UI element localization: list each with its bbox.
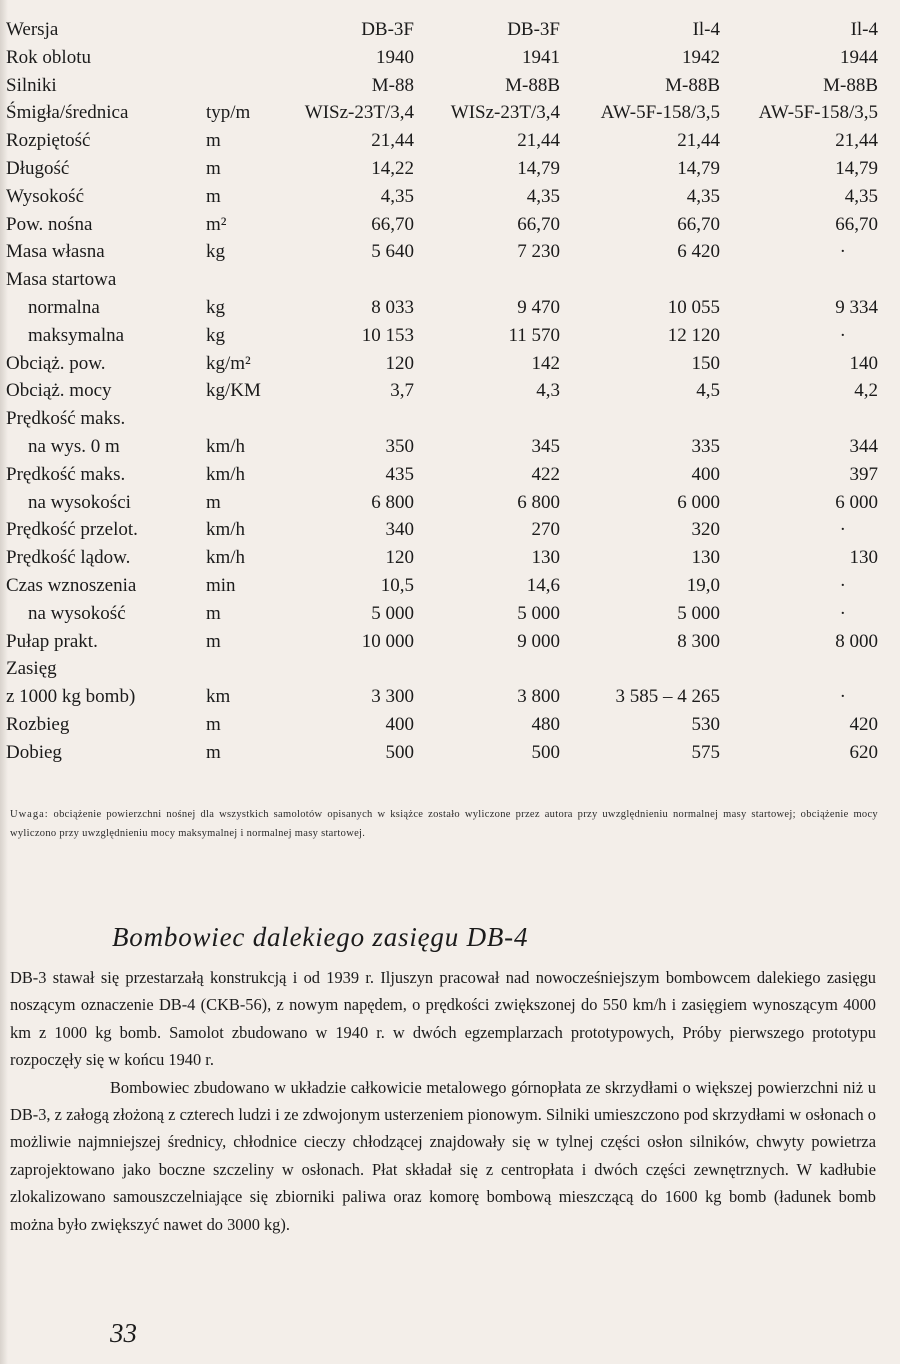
- spec-value-1: 350: [385, 435, 414, 457]
- spec-value-3: 6 000: [677, 491, 720, 513]
- spec-value-2: 270: [531, 519, 560, 541]
- spec-value-1: 4,35: [380, 185, 414, 207]
- spec-value-2: 345: [531, 435, 560, 457]
- spec-label: na wys. 0 m: [28, 435, 120, 457]
- spec-value-3: 5 000: [677, 602, 720, 624]
- spec-unit: km: [206, 686, 231, 708]
- spec-value-1: 10 153: [361, 324, 414, 346]
- spec-value-1: 14,22: [371, 157, 414, 179]
- spec-value-2: 3 800: [517, 686, 560, 708]
- spec-label: Pow. nośna: [6, 213, 93, 235]
- spec-unit: m: [206, 185, 221, 207]
- spec-value-2: 7 230: [517, 241, 560, 263]
- spec-value-4: [724, 405, 882, 433]
- spec-value-4: 420: [849, 713, 878, 735]
- spec-row: [6, 72, 882, 100]
- spec-value-4: ·: [839, 324, 846, 346]
- spec-label: Śmigła/średnica: [6, 102, 129, 124]
- spec-value-3: 8 300: [677, 630, 720, 652]
- spec-unit: km/h: [206, 547, 246, 569]
- table-footnote: [10, 805, 878, 843]
- spec-label: z 1000 kg bomb): [6, 686, 136, 708]
- spec-row: [6, 655, 882, 683]
- spec-unit: [206, 405, 280, 433]
- spec-value-1: 10,5: [380, 574, 414, 596]
- spec-value-2: 14,6: [526, 574, 560, 596]
- spec-value-4: 21,44: [835, 130, 878, 152]
- spec-unit: kg: [206, 241, 225, 263]
- spec-row: [6, 377, 882, 405]
- spec-unit: km/h: [206, 519, 246, 541]
- spec-table: [6, 16, 882, 767]
- spec-value-2: 6 800: [517, 491, 560, 513]
- spec-value-1: 66,70: [371, 213, 414, 235]
- spec-row: [6, 155, 882, 183]
- spec-row: [6, 294, 882, 322]
- version-2: DB-3F: [507, 19, 560, 40]
- spec-unit: kg: [206, 324, 225, 346]
- spec-label: Wysokość: [6, 185, 85, 207]
- spec-value-2: [418, 405, 564, 433]
- spec-value-4: ·: [839, 519, 846, 541]
- spec-value-3: 130: [691, 547, 720, 569]
- spec-value-4: 1944: [840, 46, 878, 68]
- spec-unit: m: [206, 602, 221, 624]
- spec-row: [6, 238, 882, 266]
- spec-value-1: 21,44: [371, 130, 414, 152]
- spec-value-4: 397: [849, 463, 878, 485]
- spec-label: Długość: [6, 157, 70, 179]
- spec-value-1: 120: [385, 547, 414, 569]
- spec-value-4: 9 334: [835, 296, 878, 318]
- spec-label: maksymalna: [28, 324, 125, 346]
- footnote-text: obciążenie powierzchni nośnej dla wszystkich samolotów opisanych w książce zostało wyliczone przez autora przy uwzględnieniu normalnej masy startowej; obciążenie mocy wyliczono przy uwzględnieniu mocy maksymalnej i normalnej masy startowej.: [10, 809, 878, 839]
- spec-row: [6, 350, 882, 378]
- spec-unit: [206, 72, 280, 100]
- spec-unit: m²: [206, 213, 227, 235]
- spec-unit: km/h: [206, 435, 246, 457]
- spec-label: na wysokości: [28, 491, 131, 513]
- spec-label: Obciąż. pow.: [6, 352, 106, 374]
- spec-value-4: 14,79: [835, 157, 878, 179]
- spec-value-1: 5 640: [371, 241, 414, 263]
- spec-table-body: [6, 16, 882, 767]
- version-1: DB-3F: [361, 19, 414, 40]
- spec-value-3: 19,0: [686, 574, 720, 596]
- spec-value-1: [280, 655, 418, 683]
- spec-row: [6, 433, 882, 461]
- spec-row: [6, 44, 882, 72]
- spec-value-2: 4,35: [526, 185, 560, 207]
- spec-unit: [206, 655, 280, 683]
- spec-row: [6, 183, 882, 211]
- spec-value-1: WISz-23T/3,4: [304, 102, 414, 124]
- spec-unit: m: [206, 491, 221, 513]
- spec-value-2: 21,44: [517, 130, 560, 152]
- spec-label: Prędkość lądow.: [6, 547, 131, 569]
- spec-value-1: 3 300: [371, 686, 414, 708]
- spec-value-4: 4,2: [854, 380, 878, 402]
- spec-value-3: 320: [691, 519, 720, 541]
- spec-value-3: 12 120: [667, 324, 720, 346]
- spec-label: Prędkość przelot.: [6, 519, 138, 541]
- spec-value-4: 8 000: [835, 630, 878, 652]
- spec-value-4: ·: [839, 602, 846, 624]
- spec-value-2: 480: [531, 713, 560, 735]
- spec-value-2: 9 000: [517, 630, 560, 652]
- spec-label: Masa własna: [6, 241, 105, 263]
- spec-unit: km/h: [206, 463, 246, 485]
- spec-value-3: 21,44: [677, 130, 720, 152]
- spec-row: [6, 600, 882, 628]
- spec-label: Rok oblotu: [6, 46, 91, 68]
- spec-value-1: 3,7: [390, 380, 414, 402]
- spec-value-1: [280, 266, 418, 294]
- spec-value-1: 435: [385, 463, 414, 485]
- spec-value-3: 14,79: [677, 157, 720, 179]
- spec-value-2: [418, 266, 564, 294]
- version-4: Il-4: [850, 19, 878, 40]
- spec-value-4: [724, 266, 882, 294]
- spec-row: [6, 322, 882, 350]
- spec-row: [6, 544, 882, 572]
- spec-unit: m: [206, 713, 221, 735]
- spec-label: Pułap prakt.: [6, 630, 98, 652]
- spec-label: Rozpiętość: [6, 130, 91, 152]
- spec-row: [6, 127, 882, 155]
- spec-row: [6, 516, 882, 544]
- spec-row: [6, 683, 882, 711]
- spec-label: na wysokość: [28, 602, 126, 624]
- spec-value-2: 422: [531, 463, 560, 485]
- spec-label: Prędkość maks.: [6, 463, 126, 485]
- spec-label: normalna: [28, 296, 100, 318]
- spec-value-3: M-88B: [665, 74, 720, 96]
- spec-value-1: 340: [385, 519, 414, 541]
- spec-value-2: [418, 655, 564, 683]
- spec-value-4: AW-5F-158/3,5: [758, 102, 878, 124]
- spec-header-row: [6, 16, 882, 44]
- spec-value-2: 5 000: [517, 602, 560, 624]
- spec-value-2: 9 470: [517, 296, 560, 318]
- spec-value-2: 4,3: [536, 380, 560, 402]
- spec-value-3: 150: [691, 352, 720, 374]
- spec-value-1: 1940: [376, 46, 414, 68]
- spec-value-3: 1942: [682, 46, 720, 68]
- spec-value-4: 344: [849, 435, 878, 457]
- spec-value-1: 10 000: [361, 630, 414, 652]
- spec-value-1: 400: [385, 713, 414, 735]
- spec-value-2: 11 570: [508, 324, 560, 346]
- spec-value-1: 8 033: [371, 296, 414, 318]
- spec-row: [6, 405, 882, 433]
- spec-row: [6, 266, 882, 294]
- spec-unit: typ/m: [206, 102, 251, 124]
- spec-value-4: 66,70: [835, 213, 878, 235]
- footnote-lead: Uwaga:: [10, 809, 49, 820]
- spec-value-2: M-88B: [505, 74, 560, 96]
- paragraph-2: Bombowiec zbudowano w układzie całkowicie metalowego górnopłata ze skrzydłami o większej powierzchni niż u DB-3, z załogą złożoną z czterech ludzi i ze zdwojonym usterzeniem pionowym. Silniki umieszczono pod skrzydłami w osłonach o możliwie najmniejszej średnicy, chłodnice cieczy chłodzącej znajdowały się w tylnej części osłon silników, chwyty powietrza zaprojektowano jako boczne szczeliny w osłonach. Płat składał się z centropłata i dwóch części zewnętrznych. W kadłubie zlokalizowano samouszczelniające się zbiorniki paliwa oraz komorę bombową mieszczącą do 1600 kg bomb (ładunek bomb można było zwiększyć nawet do 3000 kg).: [10, 1077, 876, 1234]
- spec-label: Masa startowa: [6, 269, 117, 291]
- spec-value-3: 4,5: [696, 380, 720, 402]
- spec-label: Prędkość maks.: [6, 408, 126, 430]
- spec-unit: kg/m²: [206, 352, 251, 374]
- spec-value-3: 530: [691, 713, 720, 735]
- spec-value-3: 400: [691, 463, 720, 485]
- spec-unit: [206, 266, 280, 294]
- spec-value-2: 130: [531, 547, 560, 569]
- section-body: [10, 964, 876, 1238]
- spec-value-4: [724, 655, 882, 683]
- spec-value-1: [280, 405, 418, 433]
- spec-value-4: 130: [849, 547, 878, 569]
- spec-value-1: 120: [385, 352, 414, 374]
- page-number: 33: [110, 1318, 137, 1348]
- spec-value-4: M-88B: [823, 74, 878, 96]
- spec-value-2: 14,79: [517, 157, 560, 179]
- spec-unit: m: [206, 630, 221, 652]
- spec-value-4: ·: [839, 241, 846, 263]
- spec-row: [6, 572, 882, 600]
- spec-value-2: WISz-23T/3,4: [450, 102, 560, 124]
- spec-value-1: 5 000: [371, 602, 414, 624]
- section-heading: Bombowiec dalekiego zasięgu DB-4: [112, 922, 529, 952]
- spec-value-2: 500: [531, 741, 560, 763]
- paragraph-1: DB-3 stawał się przestarzałą konstrukcją i od 1939 r. Iljuszyn pracował nad nowocześniejszym bombowcem dalekiego zasięgu noszącym oznaczenie DB-4 (CKB-56), z nowym napędem, o prędkości zwiększonej do 550 km/h i zasięgiem wynoszącym 4000 km z 1000 kg bomb. Samolot zbudowano w 1940 r. w dwóch egzemplarzach prototypowych, Próby pierwszego prototypu rozpoczęły się w końcu 1940 r.: [10, 968, 876, 1070]
- spec-unit: m: [206, 130, 221, 152]
- spec-row: [6, 99, 882, 127]
- spec-row: [6, 489, 882, 517]
- spec-value-1: M-88: [371, 74, 414, 96]
- spec-label: Silniki: [6, 74, 57, 96]
- spec-value-3: [564, 266, 724, 294]
- spec-unit: m: [206, 741, 221, 763]
- spec-unit: kg/KM: [206, 380, 261, 402]
- spec-value-4: 620: [849, 741, 878, 763]
- spec-label: Czas wznoszenia: [6, 574, 137, 596]
- spec-row: [6, 628, 882, 656]
- spec-row: [6, 711, 882, 739]
- spec-value-4: 140: [849, 352, 878, 374]
- spec-value-3: 575: [691, 741, 720, 763]
- spec-label: Obciąż. mocy: [6, 380, 112, 402]
- spec-label: Zasięg: [6, 658, 57, 680]
- spec-value-3: 66,70: [677, 213, 720, 235]
- spec-label: Rozbieg: [6, 713, 70, 735]
- spec-row: [6, 211, 882, 239]
- version-3: Il-4: [692, 19, 720, 40]
- spec-value-3: 6 420: [677, 241, 720, 263]
- spec-row: [6, 739, 882, 767]
- header-label: Wersja: [6, 19, 59, 40]
- spec-row: [6, 461, 882, 489]
- spec-value-3: [564, 405, 724, 433]
- spec-value-3: [564, 655, 724, 683]
- spec-value-3: 4,35: [686, 185, 720, 207]
- spec-unit: min: [206, 574, 236, 596]
- spec-value-3: 3 585 – 4 265: [615, 686, 720, 708]
- spec-value-3: AW-5F-158/3,5: [600, 102, 720, 124]
- spec-value-4: 6 000: [835, 491, 878, 513]
- spec-label: Dobieg: [6, 741, 62, 763]
- spec-value-1: 6 800: [371, 491, 414, 513]
- header-unit: [206, 16, 280, 44]
- spec-value-3: 10 055: [667, 296, 720, 318]
- spec-unit: m: [206, 157, 221, 179]
- spec-value-4: ·: [839, 686, 846, 708]
- spec-value-4: 4,35: [844, 185, 878, 207]
- spec-value-2: 66,70: [517, 213, 560, 235]
- spec-value-1: 500: [385, 741, 414, 763]
- spec-value-4: ·: [839, 574, 846, 596]
- spec-value-2: 1941: [522, 46, 560, 68]
- spec-value-3: 335: [691, 435, 720, 457]
- spec-unit: [206, 44, 280, 72]
- spec-value-2: 142: [531, 352, 560, 374]
- spec-unit: kg: [206, 296, 225, 318]
